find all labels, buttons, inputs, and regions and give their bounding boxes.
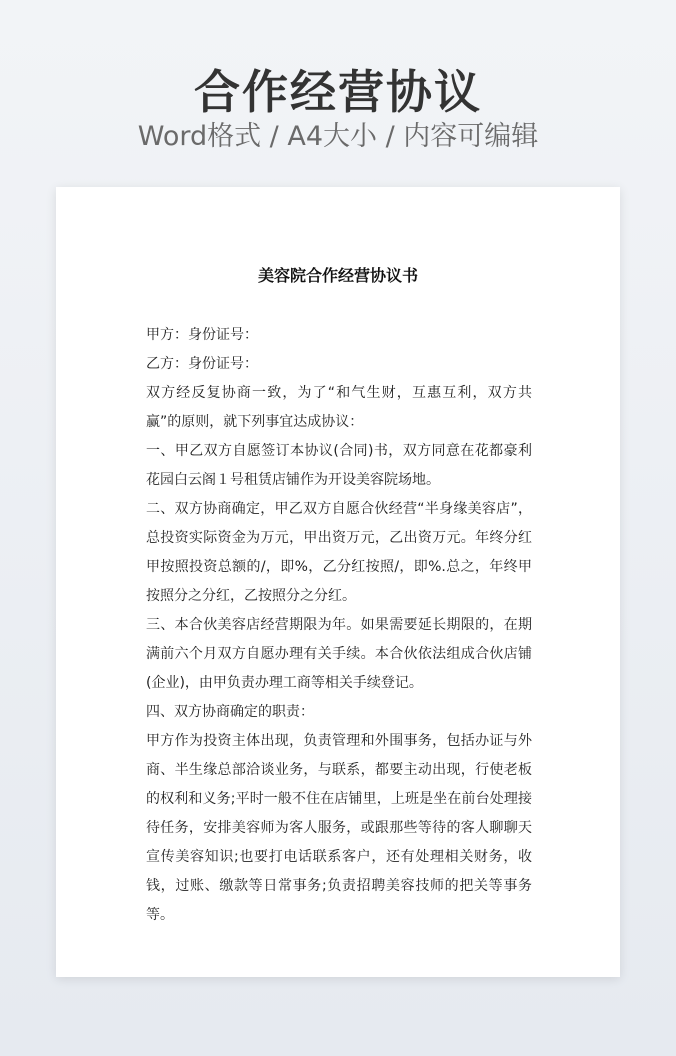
document-title: 美容院合作经营协议书 <box>257 266 418 285</box>
party-a-duties-paragraph: 甲方作为投资主体出现，负责管理和外围事务，包括办证与外商、半生缘总部洽谈业务，与联系，都要主动出现，行使老板的权利和义务;平时一般不住在店铺里，上班是坐在前台处理接待任务，安排美容师为客人服务，或跟那些等待的客人聊聊天宣传美容知识;也要打电话联系客户，还有处理相关财务，收钱，过账、缴款等日常事务;负责招聘美容技师的把关等事务等。 <box>146 733 532 923</box>
preamble-paragraph: 双方经反复协商一致，为了“和气生财，互惠互利，双方共赢”的原则，就下列事宜达成协议： <box>146 385 532 430</box>
party-a-line: 甲方：身份证号： <box>146 327 258 343</box>
document-page <box>56 187 620 977</box>
clause-1-paragraph: 一、甲乙双方自愿签订本协议(合同)书，双方同意在花都豪利花园白云阁１号租赁店铺作为开设美容院场地。 <box>146 443 532 488</box>
page-subtitle: Word格式 / A4大小 / 内容可编辑 <box>137 121 539 152</box>
document-body <box>146 321 532 930</box>
clause-4-heading: 四、双方协商确定的职责： <box>146 704 314 720</box>
clause-3-paragraph: 三、本合伙美容店经营期限为年。如果需要延长期限的，在期满前六个月双方自愿办理有关手续。本合伙依法组成合伙店铺(企业)，由甲负责办理工商等相关手续登记。 <box>146 617 532 691</box>
clause-2-paragraph: 二、双方协商确定，甲乙双方自愿合伙经营“半身缘美容店”，总投资实际资金为万元，甲出资万元，乙出资万元。年终分红甲按照投资总额的/，即%，乙分红按照/，即%.总之，年终甲按照分之分红，乙按照分之分红。 <box>146 501 532 604</box>
party-b-line: 乙方：身份证号： <box>146 356 258 372</box>
page-title: 合作经营协议 <box>194 65 482 119</box>
